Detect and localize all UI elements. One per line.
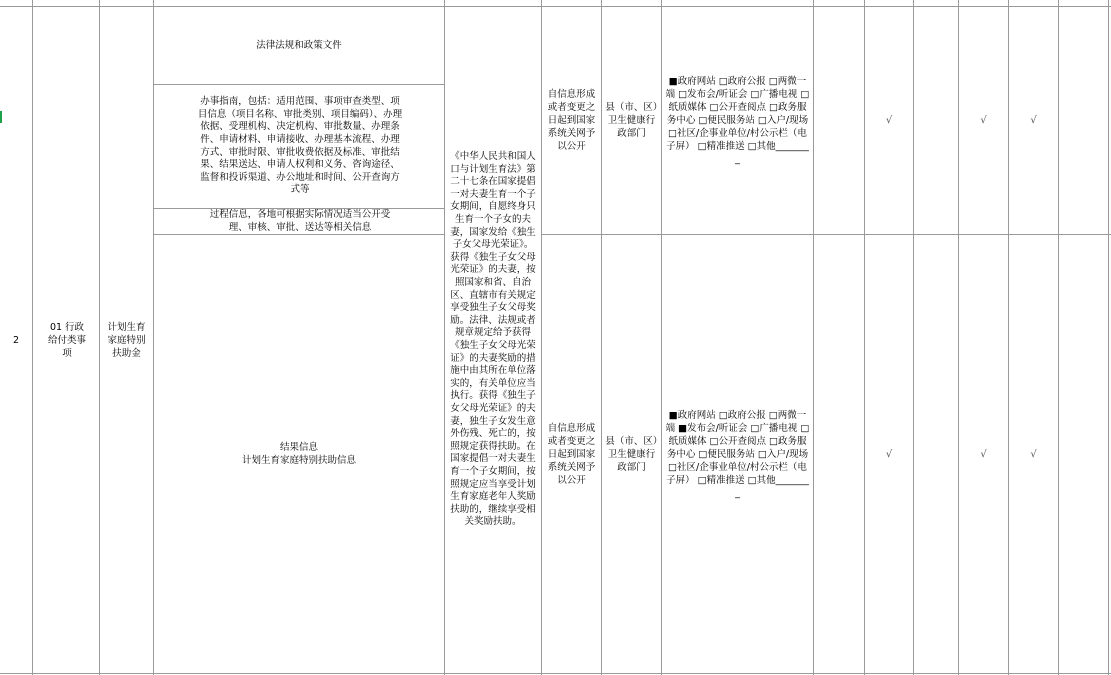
grid-line [1058, 0, 1059, 675]
content-result-title: 结果信息 [279, 442, 318, 453]
check-mark: √ [885, 115, 893, 126]
basis-cell[interactable] [448, 7, 538, 673]
content-law-cell[interactable] [154, 7, 444, 84]
content-result-cell[interactable] [154, 235, 444, 673]
grid-line [0, 673, 1111, 674]
item-cell[interactable] [100, 7, 153, 673]
check-cell[interactable] [1009, 7, 1058, 234]
check-cell[interactable] [959, 7, 1008, 234]
channels-text-top: ■政府网站 □政府公报 □两微一端 □发布会/听证会 □广播电视 □纸质媒体 □公开查阅点 □政务服务中心 □便民服务站 □入户/现场 □社区/企事业单位/村公示栏（电子屏） □精准推送 □其他________ [665, 76, 810, 165]
item-name: 计划生育家庭特别扶助金 [107, 321, 146, 359]
check-cell[interactable] [959, 235, 1008, 673]
check-mark: √ [1030, 115, 1037, 126]
content-guide: 办事指南，包括：适用范围、事项审查类型、项目信息（项目名称、审批类别、项目编码）、办理依据、受理机构、决定机构、审批数量、办理条件、申请材料、申请接收、办理基本流程、办理方式、审批时限、审批收费依据及标准、审批结果、结果送达、申请人权利和义务、咨询途径、监督和投诉渠道、办公地址和时间、公开查询方式等 [197, 96, 403, 196]
check-mark: √ [980, 448, 987, 460]
content-guide-cell[interactable] [194, 85, 406, 208]
content-law: 法律法规和政策文件 [256, 40, 342, 51]
timing-cell-top[interactable] [542, 7, 601, 234]
category-text: 01 行政给付类事项 [47, 321, 86, 359]
check-mark: √ [1030, 448, 1037, 460]
basis-text: 《中华人民共和国人口与计划生育法》第二十七条在国家提倡一对夫妻生育一个子女期间，自愿终身只生育一个子女的夫妻，国家发给《独生子女父母光荣证》。获得《独生子女父母光荣证》的夫妻，按照国家和省、自治区、直辖市有关规定享受独生子女父母奖励。法律、法规或者规章规定给予获得《独生子女父母光荣证》的夫妻奖励的措施中由其所在单位落实的，有关单位应当执行。获得《独生子女父母光荣证》的夫妻，独生子女发生意外伤残、死亡的，按照规定获得扶助。在国家提倡一对夫妻生育一个子女期间，按照规定应当享受计划生育家庭老年人奖励扶助的，继续享受相关奖励扶助。 [450, 151, 536, 528]
check-mark: √ [980, 115, 987, 126]
channels-cell-top[interactable] [662, 7, 813, 234]
channels-cell-bottom[interactable] [662, 235, 813, 673]
row-number: 2 [12, 334, 20, 346]
check-cell[interactable] [865, 235, 913, 673]
content-result-detail: 计划生育家庭特别扶助信息 [241, 455, 356, 466]
check-mark: √ [885, 448, 893, 460]
grid-line [813, 0, 814, 675]
category-cell[interactable] [43, 7, 91, 673]
subject-text-bottom: 县（市、区）卫生健康行政部门 [605, 435, 658, 473]
timing-text-bottom: 自信息形成或者变更之日起到国家系统关网予以公开 [547, 422, 596, 486]
grid-line [444, 0, 445, 675]
row-number-cell[interactable] [0, 7, 32, 673]
grid-line [913, 0, 914, 675]
timing-text-top: 自信息形成或者变更之日起到国家系统关网予以公开 [547, 89, 596, 152]
subject-text-top: 县（市、区）卫生健康行政部门 [605, 102, 658, 139]
content-process-cell[interactable] [198, 209, 402, 234]
subject-cell-top[interactable] [602, 7, 661, 234]
channels-text-bottom: ■政府网站 □政府公报 □两微一端 ■发布会/听证会 □广播电视 □纸质媒体 □公开查阅点 □政务服务中心 □便民服务站 □入户/现场 □社区/企事业单位/村公示栏（电子屏） □精准推送 □其他________ [665, 409, 810, 499]
timing-cell-bottom[interactable] [542, 235, 601, 673]
check-cell[interactable] [865, 7, 913, 234]
subject-cell-bottom[interactable] [602, 235, 661, 673]
grid-line [1108, 0, 1109, 675]
grid-line [32, 0, 33, 675]
check-cell[interactable] [1009, 235, 1058, 673]
content-process: 过程信息，各地可根据实际情况适当公开受理、审核、审批、送达等相关信息 [209, 209, 391, 233]
